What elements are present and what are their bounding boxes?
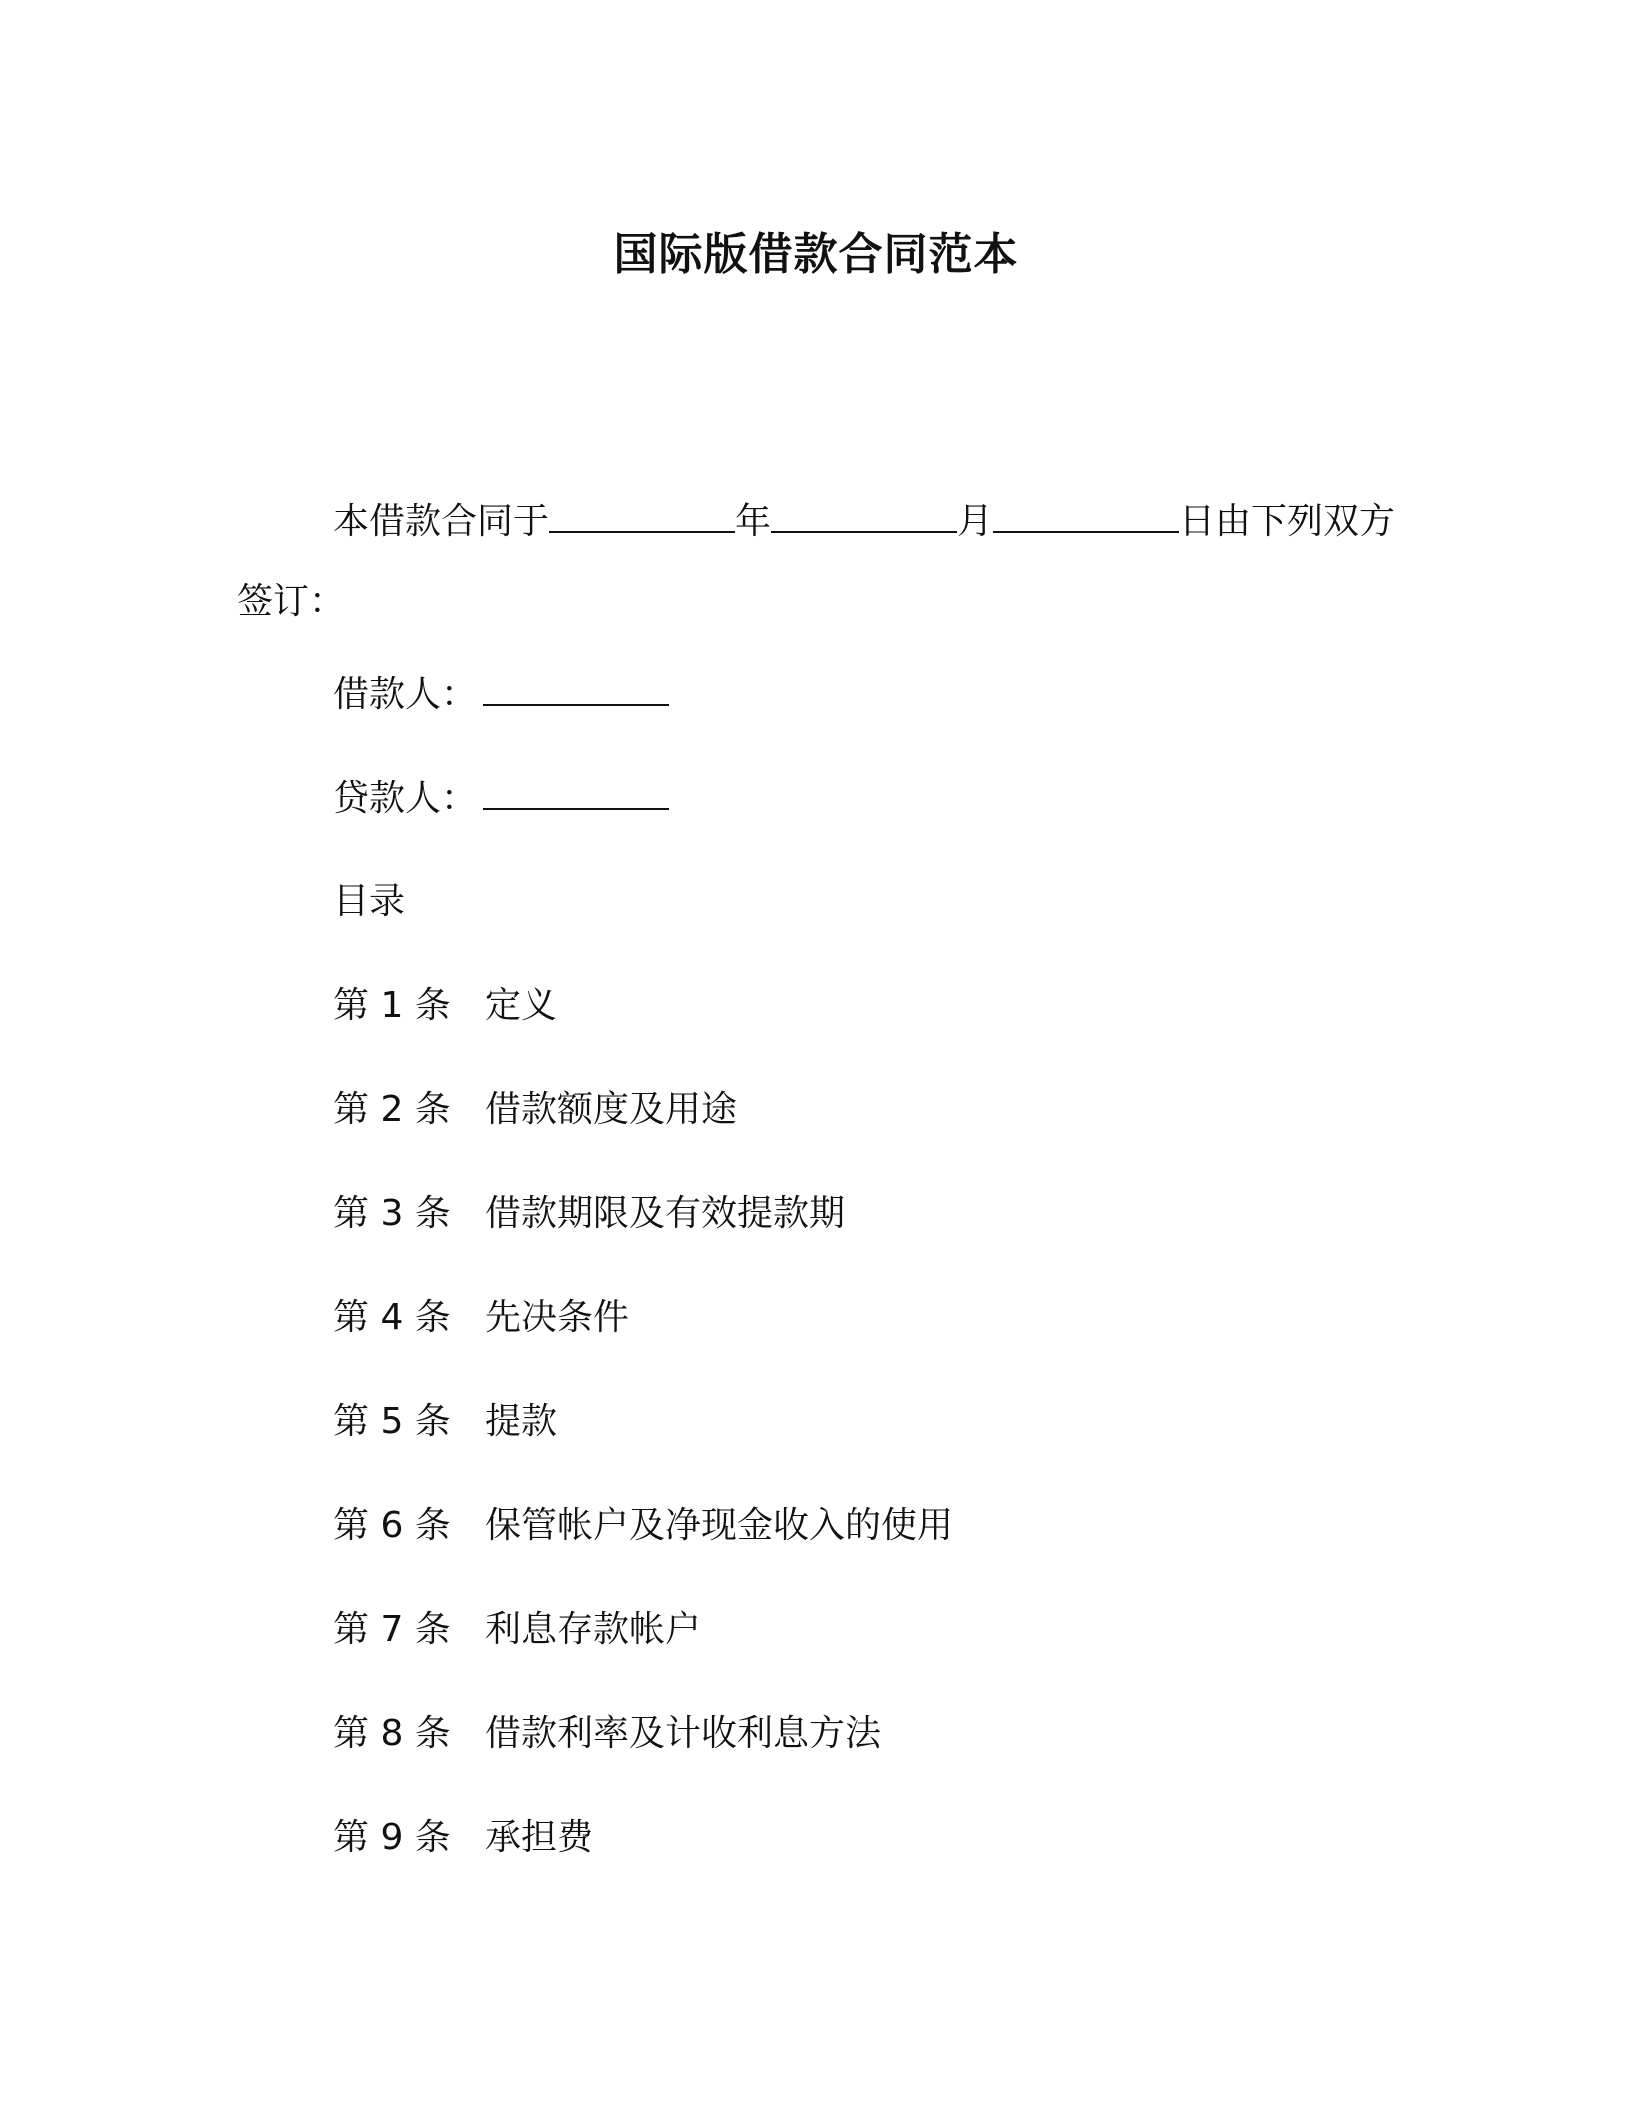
toc-item bbox=[333, 1814, 593, 1862]
intro-paragraph bbox=[237, 482, 1397, 642]
toc-item-number: 第 9 条 bbox=[333, 1817, 451, 1858]
toc-item-title: 提款 bbox=[485, 1401, 558, 1442]
toc-item-number: 第 4 条 bbox=[333, 1297, 451, 1338]
lender-label: 贷款人： bbox=[333, 778, 478, 819]
intro-text-end: 日由下列双方签订： bbox=[237, 501, 1396, 622]
toc-item bbox=[333, 1086, 737, 1134]
toc-item bbox=[333, 1398, 557, 1446]
borrower-line bbox=[333, 670, 669, 719]
month-blank bbox=[771, 497, 957, 533]
toc-item-title: 利息存款帐户 bbox=[485, 1609, 702, 1650]
toc-item-number: 第 6 条 bbox=[333, 1505, 451, 1546]
borrower-label: 借款人： bbox=[333, 674, 478, 715]
toc-item bbox=[333, 982, 557, 1030]
year-blank bbox=[549, 497, 735, 533]
toc-item-title: 借款期限及有效提款期 bbox=[485, 1193, 846, 1234]
toc-item bbox=[333, 1710, 881, 1758]
toc-item-number: 第 2 条 bbox=[333, 1089, 451, 1130]
toc-item bbox=[333, 1190, 845, 1238]
day-blank bbox=[993, 497, 1179, 533]
toc-item-title: 借款利率及计收利息方法 bbox=[485, 1713, 882, 1754]
toc-heading: 目录 bbox=[333, 881, 406, 922]
document-title: 国际版借款合同范本 bbox=[613, 229, 1019, 280]
toc-item-number: 第 5 条 bbox=[333, 1401, 451, 1442]
toc-item-number: 第 7 条 bbox=[333, 1609, 451, 1650]
toc-item bbox=[333, 1502, 953, 1550]
toc-item-number: 第 8 条 bbox=[333, 1713, 451, 1754]
lender-blank bbox=[483, 774, 669, 810]
toc-item bbox=[333, 1606, 701, 1654]
toc-item-title: 先决条件 bbox=[485, 1297, 630, 1338]
month-label: 月 bbox=[957, 501, 994, 542]
intro-text-start: 本借款合同于 bbox=[333, 501, 550, 542]
lender-line bbox=[333, 774, 669, 823]
toc-item bbox=[333, 1294, 629, 1342]
toc-item-title: 保管帐户及净现金收入的使用 bbox=[485, 1505, 954, 1546]
year-label: 年 bbox=[735, 501, 772, 542]
toc-item-number: 第 1 条 bbox=[333, 985, 451, 1026]
toc-item-title: 承担费 bbox=[485, 1817, 594, 1858]
toc-item-title: 借款额度及用途 bbox=[485, 1089, 738, 1130]
toc-item-title: 定义 bbox=[485, 985, 558, 1026]
toc-item-number: 第 3 条 bbox=[333, 1193, 451, 1234]
borrower-blank bbox=[483, 670, 669, 706]
